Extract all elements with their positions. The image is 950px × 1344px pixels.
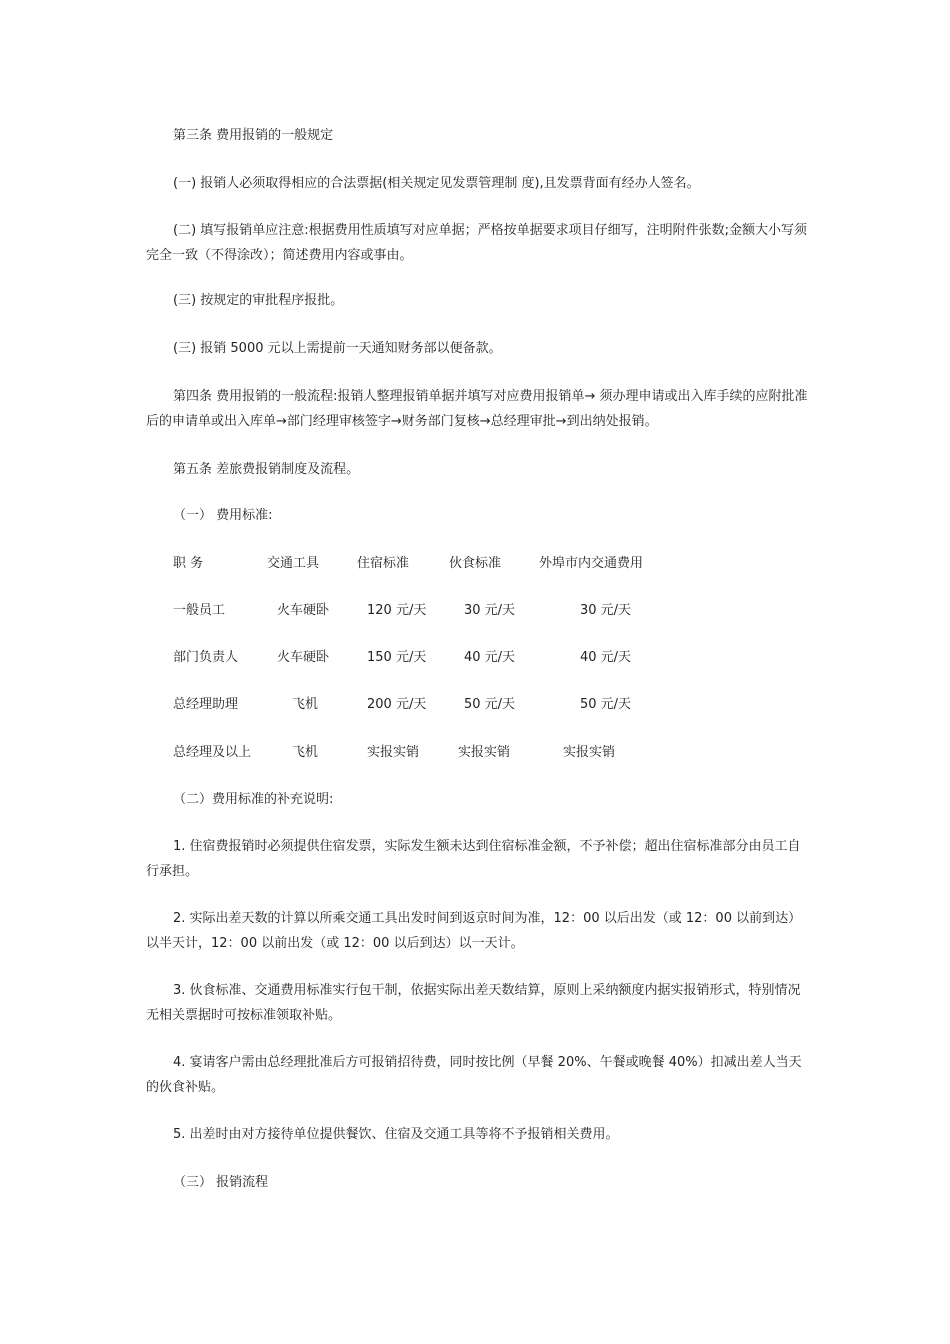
note-item: 2. 实际出差天数的计算以所乘交通工具出发时间到返京时间为准，12：00 以后出发（或 12：00 以前到达）以半天计，12：00 以前出发（或 12：00 以后到达）以一天计。 bbox=[146, 911, 802, 951]
table-cell: 部门负责人 bbox=[173, 650, 239, 665]
note-item: 3. 伙食标准、交通费用标准实行包干制，依据实际出差天数结算，原则上采纳额度内据实报销形式，特别情况无相关票据时可按标准领取补贴。 bbox=[146, 983, 801, 1023]
table-cell: 30 元/天 bbox=[464, 603, 516, 618]
article3-item2: (二) 填写报销单应注意:根据费用性质填写对应单据；严格按单据要求项目仔细写，注明附件张数;金额大小写须完全一致（不得涂改）；简述费用内容或事由。 bbox=[146, 223, 808, 263]
table-cell: 150 元/天 bbox=[367, 650, 427, 665]
header-cell: 住宿标准 bbox=[357, 556, 410, 571]
table-row bbox=[0, 695, 950, 715]
table-cell: 40 元/天 bbox=[464, 650, 516, 665]
article3-item1: (一) 报销人必须取得相应的合法票据(相关规定见发票管理制 度),且发票背面有经办人签名。 bbox=[173, 176, 700, 191]
table-cell: 120 元/天 bbox=[367, 603, 427, 618]
table-cell: 50 元/天 bbox=[580, 697, 632, 712]
section-supplementary-notes: （二）费用标准的补充说明: bbox=[173, 792, 334, 807]
table-cell: 200 元/天 bbox=[367, 697, 427, 712]
article3-title: 第三条 费用报销的一般规定 bbox=[173, 128, 334, 143]
note-item: 1. 住宿费报销时必须提供住宿发票，实际发生额未达到住宿标准金额，不予补偿；超出住宿标准部分由员工自行承担。 bbox=[146, 839, 801, 879]
table-cell: 一般员工 bbox=[173, 603, 226, 618]
note-item: 5. 出差时由对方接待单位提供餐饮、住宿及交通工具等将不予报销相关费用。 bbox=[173, 1127, 619, 1142]
article4-text: 第四条 费用报销的一般流程:报销人整理报销单据并填写对应费用报销单→ 须办理申请或出入库手续的应附批准后的申请单或出入库单→部门经理审核签字→财务部门复核→总经理审批→到出纳处报销。 bbox=[146, 389, 808, 429]
table-cell: 实报实销 bbox=[458, 745, 511, 760]
section-fee-standard: （一） 费用标准: bbox=[173, 508, 273, 523]
header-cell: 伙食标准 bbox=[449, 556, 502, 571]
table-cell: 火车硬卧 bbox=[277, 650, 330, 665]
header-cell: 外埠市内交通费用 bbox=[539, 556, 644, 571]
article5-title: 第五条 差旅费报销制度及流程。 bbox=[173, 462, 360, 477]
table-cell: 实报实销 bbox=[563, 745, 616, 760]
header-cell: 交通工具 bbox=[267, 556, 320, 571]
table-header-row bbox=[0, 554, 950, 574]
article3-item3: (三) 按规定的审批程序报批。 bbox=[173, 293, 344, 308]
article3-item4: (三) 报销 5000 元以上需提前一天通知财务部以便备款。 bbox=[173, 341, 502, 356]
table-cell: 飞机 bbox=[292, 745, 319, 760]
table-cell: 总经理及以上 bbox=[173, 745, 252, 760]
header-cell: 职 务 bbox=[173, 556, 204, 571]
table-row bbox=[0, 601, 950, 621]
table-cell: 飞机 bbox=[292, 697, 319, 712]
table-row bbox=[0, 743, 950, 763]
table-cell: 30 元/天 bbox=[580, 603, 632, 618]
table-cell: 40 元/天 bbox=[580, 650, 632, 665]
table-cell: 实报实销 bbox=[367, 745, 420, 760]
section-reimbursement-process: （三） 报销流程 bbox=[173, 1175, 269, 1190]
table-row bbox=[0, 648, 950, 668]
table-cell: 50 元/天 bbox=[464, 697, 516, 712]
table-cell: 火车硬卧 bbox=[277, 603, 330, 618]
note-item: 4. 宴请客户需由总经理批准后方可报销招待费，同时按比例（早餐 20%、午餐或晚餐 40%）扣减出差人当天的伙食补贴。 bbox=[146, 1055, 802, 1095]
table-cell: 总经理助理 bbox=[173, 697, 239, 712]
